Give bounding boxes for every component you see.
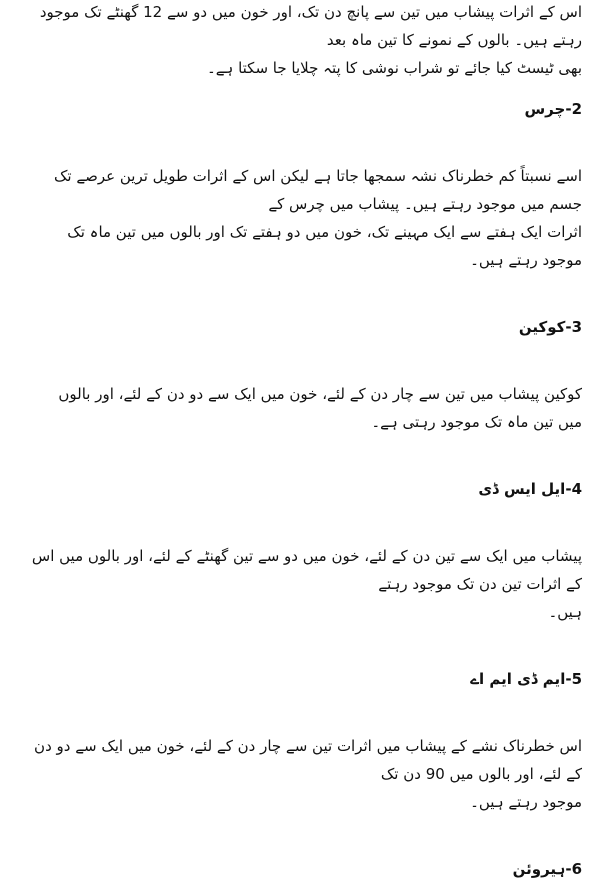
heading-cocaine: 3-کوکین xyxy=(518,318,582,336)
paragraph-alcohol xyxy=(30,0,582,82)
paragraph-mdma xyxy=(30,732,582,816)
paragraph-line: موجود رہتے ہیں۔ xyxy=(470,793,582,811)
heading-lsd: 4-ایل ایس ڈی xyxy=(478,480,582,498)
paragraph-line: اس خطرناک نشے کے پیشاب میں اثرات تین سے چار دن کے لئے، خون میں ایک سے دو دن کے لئے، اور بالوں میں 90 دن تک xyxy=(34,737,582,783)
paragraph-line: پیشاب میں ایک سے تین دن کے لئے، خون میں دو سے تین گھنٹے کے لئے، اور بالوں میں اس کے اثرات تین دن تک موجود رہتے xyxy=(31,547,582,593)
article-body xyxy=(30,0,582,882)
heading-heroin: 6-ہیروئن xyxy=(512,860,582,878)
paragraph-line: اسے نسبتاً کم خطرناک نشہ سمجھا جاتا ہے لیکن اس کے اثرات طویل ترین عرصے تک جسم میں موجود رہتے ہیں۔ پیشاب میں چرس کے xyxy=(53,167,582,213)
paragraph-lsd xyxy=(30,542,582,626)
paragraph-charas xyxy=(30,162,582,274)
paragraph-line: اثرات ایک ہفتے سے ایک مہینے تک، خون میں دو ہفتے تک اور بالوں میں تین ماہ تک موجود رہتے ہیں۔ xyxy=(67,223,582,269)
paragraph-line: بھی ٹیسٹ کیا جائے تو شراب نوشی کا پتہ چلایا جا سکتا ہے۔ xyxy=(206,59,582,77)
heading-mdma: 5-ایم ڈی ایم اے xyxy=(470,670,582,688)
heading-charas: 2-چرس xyxy=(524,100,582,118)
paragraph-line: اس کے اثرات پیشاب میں تین سے پانچ دن تک، اور خون میں دو سے 12 گھنٹے تک موجود رہتے ہیں۔ بالوں کے نمونے کا تین ماہ بعد xyxy=(39,3,582,49)
paragraph-line: کوکین پیشاب میں تین سے چار دن کے لئے، خون میں ایک سے دو دن کے لئے، اور بالوں میں تین ماہ تک موجود رہتی ہے۔ xyxy=(58,385,582,431)
paragraph-cocaine xyxy=(30,380,582,436)
paragraph-line: ہیں۔ xyxy=(548,603,582,621)
